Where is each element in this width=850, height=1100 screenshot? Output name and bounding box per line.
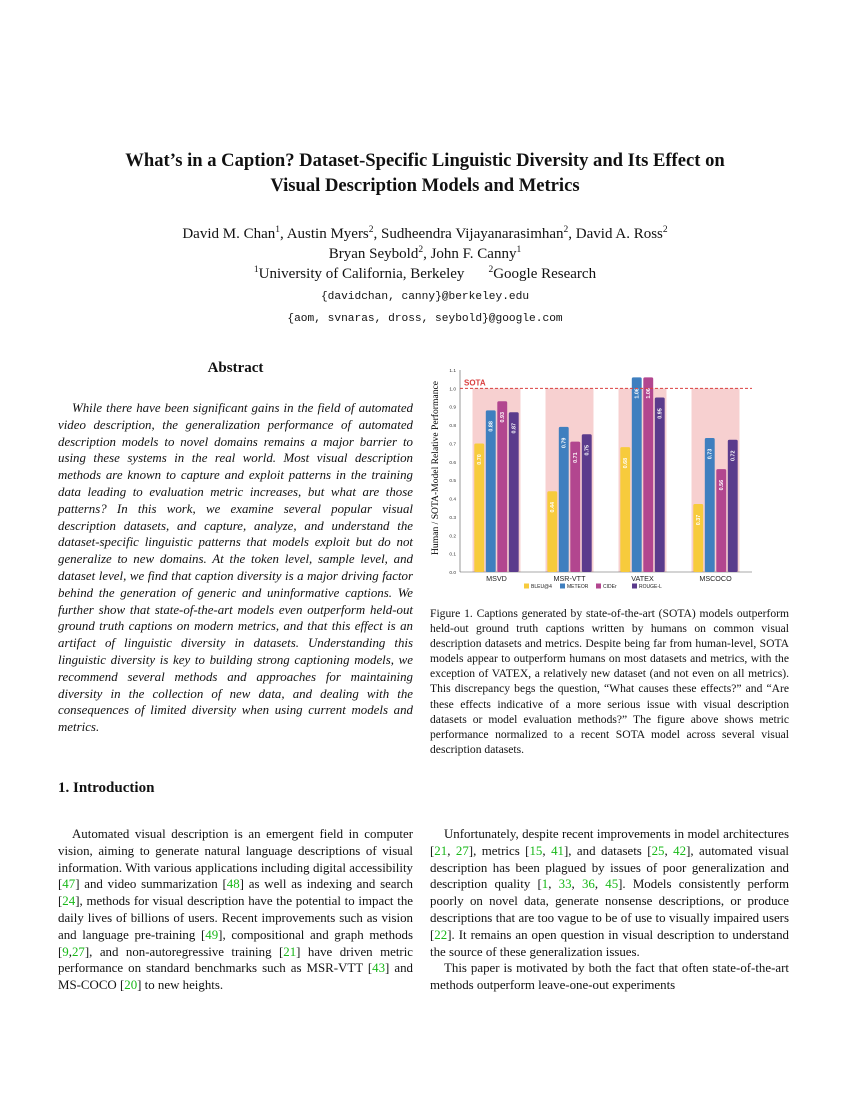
citation-link[interactable]: 41: [551, 843, 564, 858]
bar-data-label: 1.06: [646, 388, 653, 399]
legend-entry: BLEU@4: [531, 584, 552, 590]
bar: [509, 412, 519, 572]
citation-link[interactable]: 36: [581, 877, 595, 892]
author-row-1: [60, 224, 790, 244]
bar-data-label: 0.68: [623, 457, 630, 469]
figure-1-chart: [426, 360, 796, 600]
bar-data-label: 0.70: [477, 454, 484, 465]
citation-link[interactable]: 21: [283, 944, 297, 959]
bar-data-label: 0.75: [584, 445, 591, 456]
author-affil-mark: 2: [563, 225, 569, 235]
bar: [693, 504, 703, 572]
citation-link[interactable]: 1: [541, 877, 549, 892]
author-name: , John F. Canny: [423, 246, 517, 262]
affiliation-row: [60, 264, 790, 284]
bar-data-label: 0.95: [657, 408, 664, 419]
y-tick-label: 0.1: [449, 552, 456, 558]
citation-link[interactable]: 48: [226, 877, 240, 892]
bar-data-label: 0.72: [730, 450, 737, 462]
bar-data-label: 1.06: [634, 388, 641, 399]
y-tick-label: 1.1: [449, 369, 456, 374]
citation-link[interactable]: 27: [455, 843, 469, 858]
intro-right-column: [430, 826, 789, 994]
affiliation-mark: 2: [488, 265, 494, 275]
legend-entry: CIDEr: [603, 584, 617, 590]
y-tick-label: 0.8: [449, 424, 456, 430]
author-name: David M. Chan: [182, 226, 276, 242]
intro-paragraph-1: Automated visual description is an emergent field in computer vision, aiming to generate natural language descriptions of visual information. With various applications including digital accessibility [47] and video summarization [48] as well as indexing and search [24], methods for visual description have the potential to impact the daily lives of billions of users. Recent improvements such as vision and language pre-training [49], compositional and graph methods [9,27], and non-autoregressive training [21] have driven metric performance on standard benchmarks such as MSR-VTT [43] and MS-COCO [20] to new heights.: [58, 827, 414, 993]
bar: [486, 410, 496, 572]
affiliation-berkeley: University of California, Berkeley: [258, 266, 465, 282]
bar-data-label: 0.93: [500, 411, 507, 423]
citation-link[interactable]: 43: [372, 961, 386, 976]
title-line-1: What’s in a Caption? Dataset-Specific Linguistic Diversity and Its Effect on: [125, 150, 725, 171]
citation-link[interactable]: 21: [434, 843, 448, 858]
y-tick-label: 0.3: [449, 515, 456, 521]
email-berkeley: {davidchan, canny}@berkeley.edu: [320, 291, 530, 303]
x-tick-label: MSR-VTT: [553, 574, 586, 583]
y-axis-label: Human / SOTA-Model Relative Performance: [430, 380, 441, 556]
author-row-2: [60, 244, 790, 264]
citation-link[interactable]: 27: [71, 944, 85, 959]
author-affil-mark: 2: [418, 245, 424, 255]
figure-1-caption: Figure 1. Captions generated by state-of-the-art (SOTA) models outperform held-out ground truth captions written by humans on common visual description datasets and metrics. Despite being far from human-level, SOTA models appear to outperform humans on most datasets and metrics, with the exception of VATEX, a relatively new dataset (and not even on all metrics). This discrepancy begs the question, “What causes these effects?” and “Are these effects indicative of a more serious issue with visual description datasets or model evaluation methods?” The figure above shows metric performance normalized to a recent SOTA model across several visual description datasets.: [430, 607, 789, 756]
intro-paragraph-3: This paper is motivated by both the fact that often state-of-the-art methods outperform leave-one-out experiments: [430, 961, 789, 993]
y-tick-label: 0.2: [449, 534, 456, 540]
author-name: , David A. Ross: [568, 226, 663, 242]
citation-link[interactable]: 22: [434, 927, 448, 942]
abstract-heading: Abstract: [207, 360, 264, 376]
title-line-2: Visual Description Models and Metrics: [270, 175, 580, 196]
affiliation-mark: 1: [253, 265, 259, 275]
x-tick-label: VATEX: [631, 574, 654, 583]
author-name: Bryan Seybold: [328, 246, 419, 262]
author-block: [60, 224, 790, 329]
bar: [632, 377, 642, 572]
y-tick-label: 0.0: [449, 571, 456, 576]
author-name: , Sudheendra Vijayanarasimhan: [373, 226, 564, 242]
legend-swatch: [596, 584, 601, 589]
citation-link[interactable]: 45: [605, 877, 619, 892]
citation-link[interactable]: 20: [124, 978, 138, 993]
bar-data-label: 0.44: [550, 501, 557, 513]
citation-link[interactable]: 24: [62, 894, 76, 909]
citation-link[interactable]: 15: [529, 843, 543, 858]
bar-data-label: 0.88: [488, 421, 495, 432]
citation-link[interactable]: 9: [62, 944, 69, 959]
citation-link[interactable]: 49: [205, 927, 219, 942]
citation-link[interactable]: 33: [558, 877, 572, 892]
author-affil-mark: 1: [275, 225, 281, 235]
email-google: {aom, svnaras, dross, seybold}@google.com: [287, 313, 563, 325]
legend-swatch: [632, 584, 637, 589]
x-tick-label: MSCOCO: [699, 574, 732, 583]
citation-link[interactable]: 47: [62, 877, 76, 892]
author-affil-mark: 2: [662, 225, 668, 235]
y-tick-label: 1.0: [449, 387, 456, 393]
intro-paragraph-2: Unfortunately, despite recent improvements in model architectures [21, 27], metrics [15, 41], and datasets [25, 42], automated visual description has been plagued by issues of poor generalization and description quality [1, 33, 36, 45]. Models consistently perform poorly on novel data, generate nonsense descriptions, or produce descriptions that are too vague to be of use to visually impaired users [22]. It remains an open question in visual description to understand the source of these generalization issues.: [430, 827, 789, 959]
y-tick-label: 0.6: [449, 460, 456, 466]
bar-data-label: 0.71: [573, 452, 580, 463]
bar-data-label: 0.79: [561, 437, 568, 449]
author-affil-mark: 1: [516, 245, 522, 255]
bar-data-label: 0.73: [707, 448, 714, 460]
y-tick-label: 0.4: [449, 497, 456, 503]
bar: [497, 401, 507, 572]
bar-data-label: 0.56: [719, 479, 726, 491]
bar-data-label: 0.37: [696, 514, 703, 526]
paper-title: [60, 148, 790, 198]
bar: [655, 398, 665, 572]
sota-label: SOTA: [464, 378, 486, 388]
abstract-text: While there have been significant gains in the field of automated video description, the generalization performance of automated description models to novel domains remains a major barrier to using these systems in the real world. Most visual description methods are known to capture and exploit patterns in the training data leading to evaluation metric increases, but what are those patterns? In this work, we examine several popular visual description datasets, and capture, analyze, and understand the dataset-specific linguistic patterns that models exploit but do not generalize to new domains. At the token level, sample level, and dataset level, we find that caption diversity is a major driving factor behind the generation of generic and uninformative captions. We further show that state-of-the-art models even outperform held-out ground truth captions on modern metrics, and that this effect is an artifact of linguistic diversity in datasets. Understanding this linguistic diversity is key to building strong captioning models, we recommend several methods and approaches for maintaining diversity in the collection of new data, and dealing with the consequences of limited diversity when using current models and metrics.: [58, 401, 413, 735]
y-tick-label: 0.5: [449, 479, 456, 485]
citation-link[interactable]: 25: [651, 843, 665, 858]
affiliation-google: Google Research: [493, 266, 597, 282]
y-tick-label: 0.9: [449, 405, 456, 411]
citation-link[interactable]: 42: [673, 843, 687, 858]
author-affil-mark: 2: [368, 225, 374, 235]
bar-data-label: 0.87: [511, 422, 518, 434]
author-name: , Austin Myers: [280, 226, 369, 242]
introduction-heading: 1. Introduction: [58, 780, 155, 796]
y-tick-label: 0.7: [449, 442, 456, 448]
x-tick-label: MSVD: [486, 574, 507, 583]
legend-entry: ROUGE-L: [639, 584, 662, 590]
legend-swatch: [524, 584, 529, 589]
legend-entry: METEOR: [567, 584, 589, 590]
bar: [643, 377, 653, 572]
legend-swatch: [560, 584, 565, 589]
